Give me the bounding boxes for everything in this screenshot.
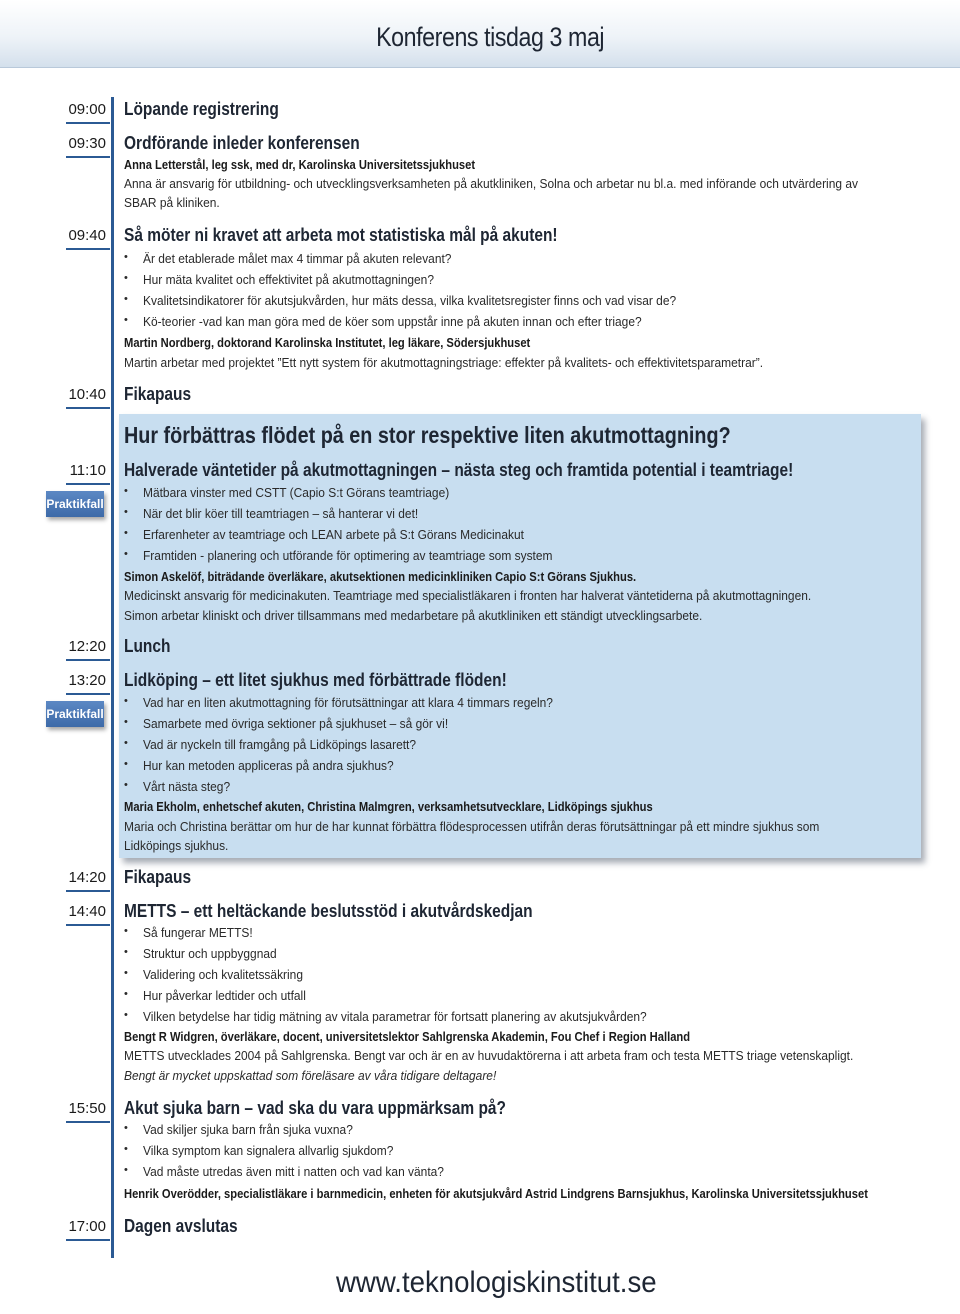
time-underline: [66, 924, 110, 926]
praktikfall-badge: Praktikfall: [46, 701, 104, 727]
bullet-text: Hur påverkar ledtider och utfall: [143, 988, 306, 1003]
bullet-icon: •: [124, 946, 128, 958]
description: METTS utvecklades 2004 på Sahlgrenska. Bengt var och är en av huvudaktörerna i att arbeta fram och testa METTS triage vetenskapligt.: [124, 1048, 854, 1063]
bullet-icon: •: [124, 988, 128, 1000]
header-band: [0, 0, 960, 68]
bullet-icon: •: [124, 251, 128, 263]
time-underline: [66, 248, 110, 250]
session-title: Halverade väntetider på akutmottagningen – nästa steg och framtida potential i teamtriage!: [124, 460, 794, 480]
speaker: Anna Letterstål, leg ssk, med dr, Karolinska Universitetssjukhuset: [124, 157, 476, 172]
bullet-text: Kö-teorier -vad kan man göra med de köer som uppstår inne på akuten innan och efter triage?: [143, 314, 642, 329]
speaker: Simon Askelöf, biträdande överläkare, akutsektionen medicinkliniken Capio S:t Görans Sjukhus.: [124, 569, 637, 584]
time-label: 12:20: [68, 638, 106, 655]
bullet-icon: •: [124, 272, 128, 284]
bullet-text: När det blir köer till teamtriagen – så hanterar vi det!: [143, 506, 419, 521]
description: Simon arbetar kliniskt och driver tillsammans med medarbetare på akutkliniken ett ständigt utvecklingsarbete.: [124, 608, 703, 623]
session-title: Dagen avslutas: [124, 1216, 238, 1236]
bullet-icon: •: [124, 1009, 128, 1021]
bullet-text: Vad är nyckeln till framgång på Lidköpings lasarett?: [143, 737, 417, 752]
session-title: Ordförande inleder konferensen: [124, 133, 360, 153]
bullet-text: Vad skiljer sjuka barn från sjuka vuxna?: [143, 1122, 353, 1137]
session-title: Fikapaus: [124, 867, 192, 887]
praktikfall-badge: Praktikfall: [46, 491, 104, 517]
bullet-icon: •: [124, 779, 128, 791]
bullet-icon: •: [124, 548, 128, 560]
time-label: 15:50: [68, 1100, 106, 1117]
bullet-text: Vilken betydelse har tidig mätning av vitala parametrar för fortsatt planering av akutsjukvården?: [143, 1009, 647, 1024]
time-underline: [66, 122, 110, 124]
session-title: METTS – ett heltäckande beslutsstöd i akutvårdskedjan: [124, 901, 533, 921]
description: Martin arbetar med projektet ”Ett nytt system för akutmottagningstriage: effekter på kvalitets- och effektivitetsparametrar”.: [124, 355, 764, 370]
bullet-icon: •: [124, 506, 128, 518]
bullet-text: Vilka symptom kan signalera allvarlig sjukdom?: [143, 1143, 394, 1158]
bullet-text: Validering och kvalitetssäkring: [143, 967, 303, 982]
bullet-text: Framtiden - planering och utförande för optimering av teamtriage som system: [143, 548, 553, 563]
bullet-text: Vad har en liten akutmottagning för förutsättningar att klara 4 timmars regeln?: [143, 695, 553, 710]
time-underline: [66, 693, 110, 695]
description: Medicinskt ansvarig för medicinakuten. Teamtriage med specialistläkaren i fronten har halverat väntetiderna på akutmottagningen.: [124, 588, 812, 603]
bullet-icon: •: [124, 695, 128, 707]
bullet-text: Vad måste utredas även mitt i natten och vad kan vänta?: [143, 1164, 444, 1179]
time-label: 09:40: [68, 227, 106, 244]
bullet-icon: •: [124, 758, 128, 770]
time-label: 10:40: [68, 386, 106, 403]
session-title: Lidköping – ett litet sjukhus med förbättrade flöden!: [124, 670, 507, 690]
session-title: Fikapaus: [124, 384, 192, 404]
time-label: 09:00: [68, 101, 106, 118]
description: Bengt är mycket uppskattad som föreläsare av våra tidigare deltagare!: [124, 1068, 497, 1083]
highlight-heading: Hur förbättras flödet på en stor respektive liten akutmottagning?: [124, 422, 731, 448]
time-underline: [66, 659, 110, 661]
time-underline: [66, 407, 110, 409]
session-title: Akut sjuka barn – vad ska du vara uppmärksam på?: [124, 1098, 507, 1118]
session-title: Lunch: [124, 636, 171, 656]
bullet-text: Struktur och uppbyggnad: [143, 946, 277, 961]
time-underline: [66, 1121, 110, 1123]
speaker: Martin Nordberg, doktorand Karolinska Institutet, leg läkare, Södersjukhuset: [124, 335, 531, 350]
bullet-icon: •: [124, 293, 128, 305]
time-underline: [66, 483, 110, 485]
time-label: 17:00: [68, 1218, 106, 1235]
bullet-text: Hur mäta kvalitet och effektivitet på akutmottagningen?: [143, 272, 434, 287]
time-label: 14:20: [68, 869, 106, 886]
time-underline: [66, 1239, 110, 1241]
bullet-icon: •: [124, 314, 128, 326]
time-label: 13:20: [68, 672, 106, 689]
page-title: Konferens tisdag 3 maj: [375, 22, 604, 52]
session-title: Löpande registrering: [124, 99, 279, 119]
bullet-icon: •: [124, 1143, 128, 1155]
speaker: Bengt R Widgren, överläkare, docent, universitetslektor Sahlgrenska Akademin, Fou Chef i Region Halland: [124, 1029, 691, 1044]
description: Lidköpings sjukhus.: [124, 838, 229, 853]
bullet-text: Hur kan metoden appliceras på andra sjukhus?: [143, 758, 394, 773]
time-label: 11:10: [69, 462, 106, 479]
session-title: Så möter ni kravet att arbeta mot statistiska mål på akuten!: [124, 225, 558, 245]
bullet-text: Erfarenheter av teamtriage och LEAN arbete på S:t Görans Medicinakut: [143, 527, 524, 542]
time-label: 09:30: [68, 135, 106, 152]
bullet-icon: •: [124, 527, 128, 539]
bullet-icon: •: [124, 1164, 128, 1176]
bullet-icon: •: [124, 925, 128, 937]
bullet-icon: •: [124, 485, 128, 497]
bullet-icon: •: [124, 1122, 128, 1134]
bullet-text: Kvalitetsindikatorer för akutsjukvården, hur mäts dessa, vilka kvalitetsregister finns och vad visar de?: [143, 293, 677, 308]
bullet-text: Vårt nästa steg?: [143, 779, 231, 794]
bullet-icon: •: [124, 737, 128, 749]
time-underline: [66, 890, 110, 892]
description: Anna är ansvarig för utbildning- och utvecklingsverksamheten på akutkliniken, Solna och arbetar nu bl.a. med införande och utvärdering av: [124, 176, 858, 191]
bullet-icon: •: [124, 967, 128, 979]
bullet-text: Mätbara vinster med CSTT (Capio S:t Görans teamtriage): [143, 485, 450, 500]
bullet-icon: •: [124, 716, 128, 728]
bullet-text: Så fungerar METTS!: [143, 925, 253, 940]
description: SBAR på kliniken.: [124, 195, 220, 210]
time-label: 14:40: [68, 903, 106, 920]
time-underline: [66, 156, 110, 158]
bullet-text: Är det etablerade målet max 4 timmar på akuten relevant?: [143, 251, 452, 266]
footer-url[interactable]: www.teknologiskinstitut.se: [336, 1266, 657, 1299]
speaker: Henrik Overödder, specialistläkare i barnmedicin, enheten för akutsjukvård Astrid Lindgrens Barnsjukhus, Karolinska Universitetssjukhuset: [124, 1186, 868, 1201]
description: Maria och Christina berättar om hur de har kunnat förbättra flödesprocessen utifrån deras förutsättningar på ett mindre sjukhus som: [124, 819, 820, 834]
bullet-text: Samarbete med övriga sektioner på sjukhuset – så gör vi!: [143, 716, 449, 731]
speaker: Maria Ekholm, enhetschef akuten, Christina Malmgren, verksamhetsutvecklare, Lidköpings sjukhus: [124, 799, 653, 814]
timeline-line: [111, 97, 114, 1258]
